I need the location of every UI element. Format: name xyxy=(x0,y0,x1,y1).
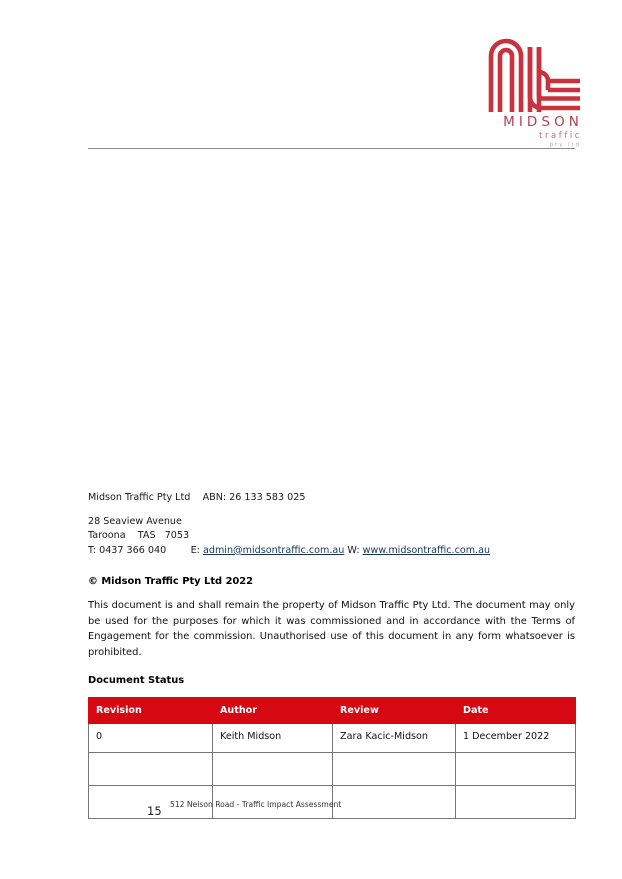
table-row xyxy=(89,753,576,786)
cell-review: Zara Kacic-Midson xyxy=(333,724,456,753)
cell-author xyxy=(213,753,333,786)
page-footer xyxy=(88,798,575,822)
document-status-heading: Document Status xyxy=(88,675,185,687)
website-link[interactable]: www.midsontraffic.com.au xyxy=(362,544,491,556)
logo-sub-text: traffic xyxy=(539,130,582,140)
column-header-revision: Revision xyxy=(89,698,213,724)
column-header-review: Review xyxy=(333,698,456,724)
company-logo xyxy=(478,34,584,150)
cell-author: Keith Midson xyxy=(213,724,333,753)
phone-label: T: 0437 366 040 E: xyxy=(88,544,203,556)
page-number: 15 xyxy=(147,804,162,818)
company-address-line-2: Taroona TAS 7053 xyxy=(88,530,190,542)
midson-logo-mark-icon xyxy=(484,34,582,112)
email-link[interactable]: admin@midsontraffic.com.au xyxy=(202,544,345,556)
logo-sub2-text: pty ltd xyxy=(549,142,581,148)
header-divider xyxy=(88,148,575,149)
footer-document-title: 512 Nelson Road - Traffic Impact Assessment xyxy=(170,800,342,809)
page-content xyxy=(88,491,575,819)
cell-review xyxy=(333,753,456,786)
table-row xyxy=(89,724,576,753)
company-contact-line xyxy=(88,544,575,559)
company-name-abn: Midson Traffic Pty Ltd ABN: 26 133 583 025 xyxy=(88,492,306,503)
company-address-line-1: 28 Seaview Avenue xyxy=(88,515,182,527)
column-header-author: Author xyxy=(213,698,333,724)
column-header-date: Date xyxy=(456,698,576,724)
copyright-notice: © Midson Traffic Pty Ltd 2022 xyxy=(88,576,254,588)
cell-revision: 0 xyxy=(89,724,213,753)
cell-date xyxy=(456,753,576,786)
cell-date: 1 December 2022 xyxy=(456,724,576,753)
spacer xyxy=(88,506,575,515)
web-label: W: xyxy=(344,544,363,556)
logo-brand-text: MIDSON xyxy=(503,114,583,130)
table-header-row xyxy=(89,698,576,724)
disclaimer-paragraph: This document is and shall remain the property of Midson Traffic Pty Ltd. The document may only be used for the purposes for which it was commissioned and in accordance with the Terms of Engagement for the commission. Unauthorised use of this document in any form whatsoever is prohibited. xyxy=(88,600,575,658)
cell-revision xyxy=(89,753,213,786)
